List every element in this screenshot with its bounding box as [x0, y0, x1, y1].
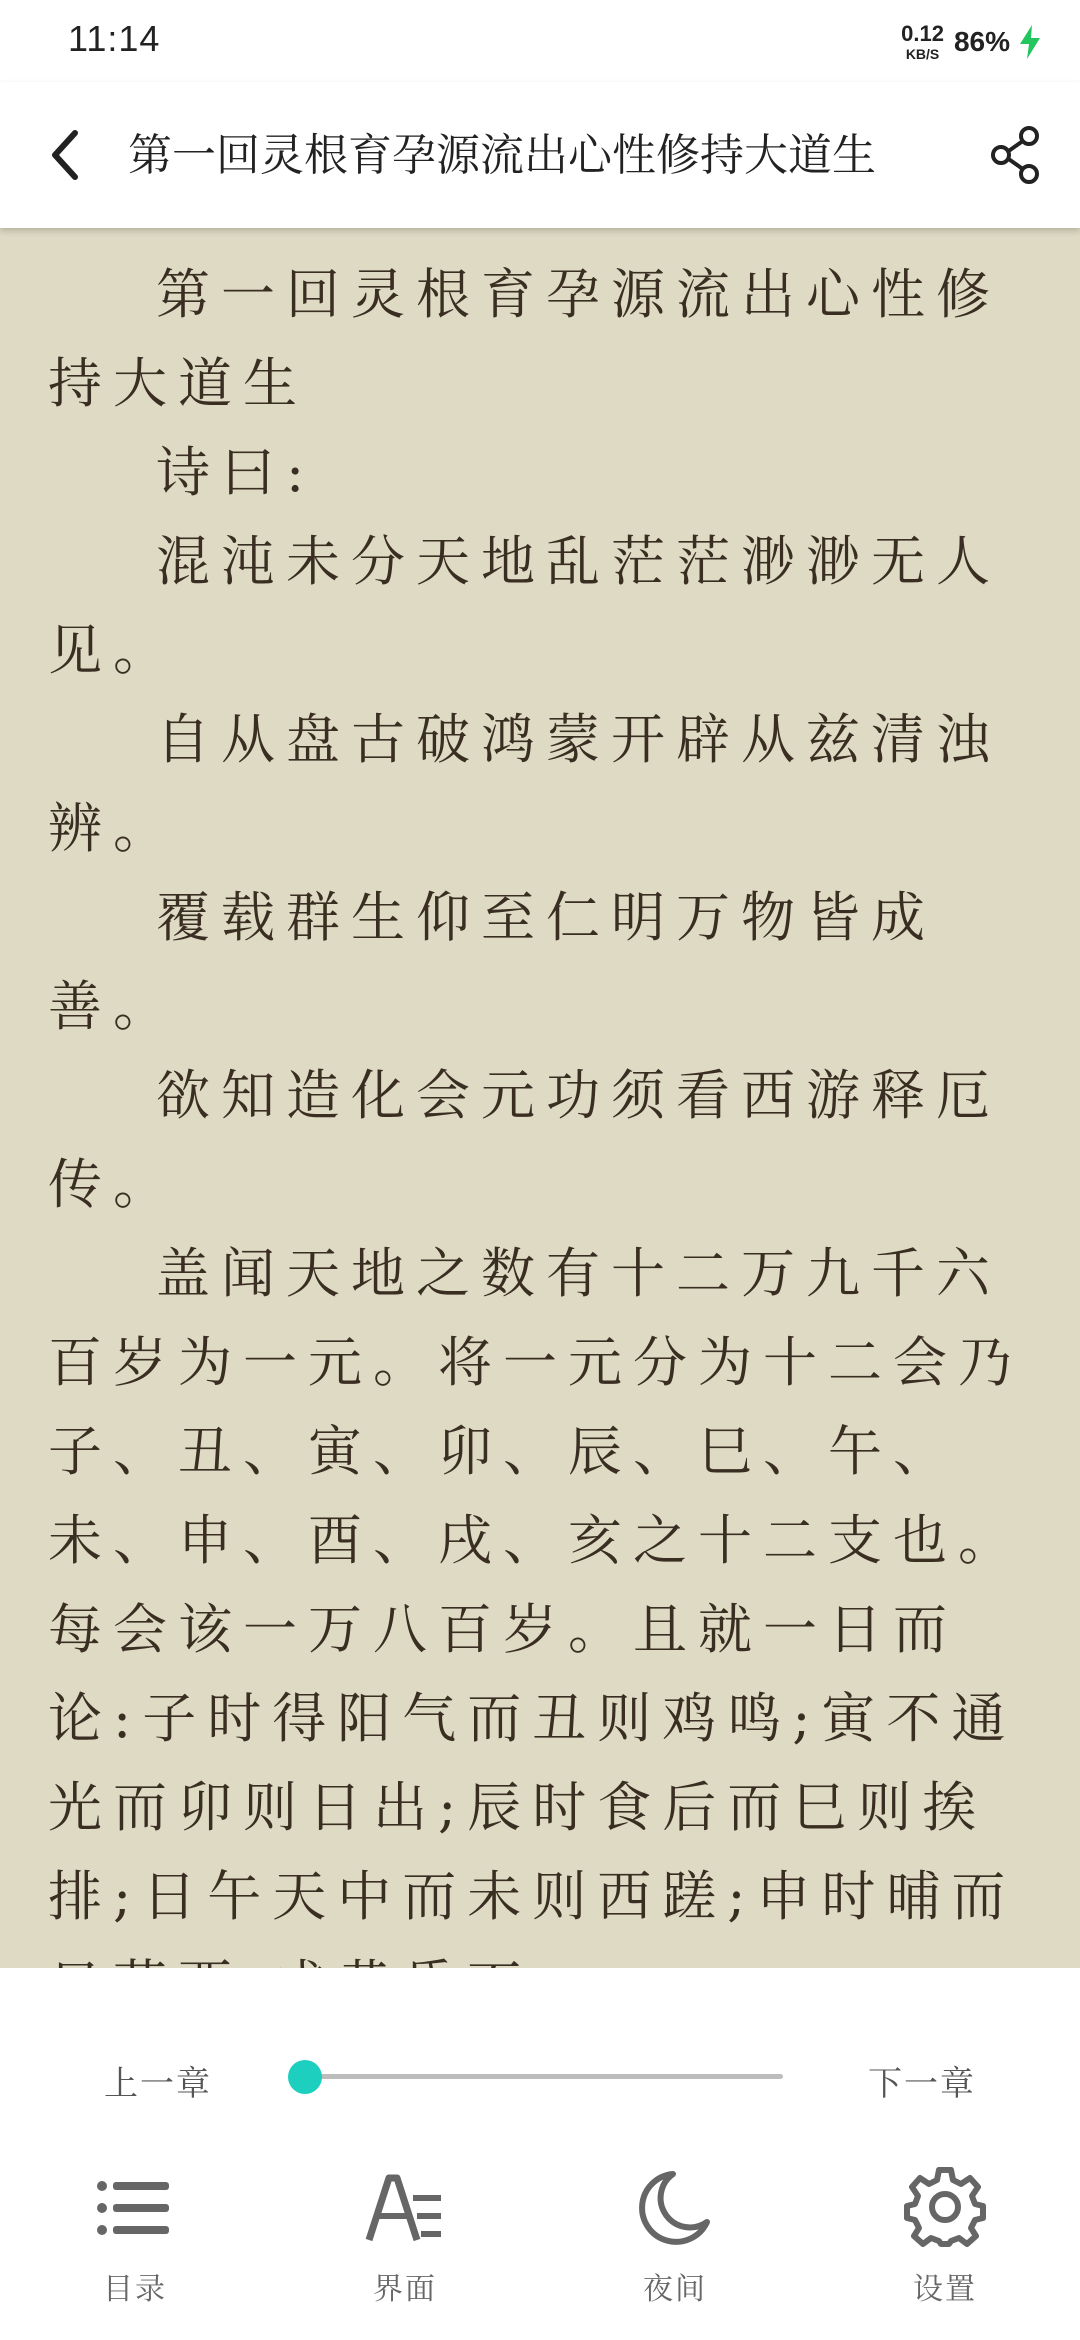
network-speed-value: 0.12: [901, 21, 944, 46]
text-paragraph: 欲知造化会元功须看西游释厄传。: [48, 1064, 1001, 1216]
reading-area[interactable]: [0, 228, 1080, 1968]
share-icon: [987, 125, 1043, 185]
progress-track-line: [305, 2074, 783, 2079]
list-icon: [95, 2168, 175, 2248]
nav-item-theme[interactable]: [270, 2168, 540, 2318]
network-speed-unit: KB/S: [905, 46, 940, 62]
nav-item-settings[interactable]: [810, 2168, 1080, 2318]
chapter-heading: 第一回灵根育孕源流出心性修持大道生: [48, 263, 1001, 415]
text-paragraph: 覆载群生仰至仁明万物皆成善。: [48, 886, 936, 1038]
status-indicators: [901, 20, 1040, 64]
chevron-left-icon: [45, 127, 85, 183]
gear-icon: [905, 2168, 985, 2248]
text-paragraph: 自从盘古破鸿蒙开辟从兹清浊辨。: [48, 708, 1001, 860]
font-style-icon: [365, 2168, 445, 2248]
reader-control-panel: [0, 1968, 1080, 2340]
chapter-text: [48, 250, 1038, 2030]
network-speed: [901, 23, 944, 61]
text-paragraph: 混沌未分天地乱茫茫渺渺无人见。: [48, 530, 1001, 682]
nav-item-night[interactable]: [540, 2168, 810, 2318]
moon-icon: [635, 2168, 715, 2248]
nav-item-toc[interactable]: [0, 2168, 270, 2318]
charging-bolt-icon: [1020, 25, 1040, 59]
nav-label-theme: 界面: [373, 2272, 437, 2307]
next-chapter-button[interactable]: 下一章: [868, 2064, 976, 2104]
status-bar: [0, 0, 1080, 82]
reader-nav-bar: [0, 2168, 1080, 2318]
nav-label-night: 夜间: [643, 2272, 707, 2307]
chapter-title: 第一回灵根育孕源流出心性修持大道生: [128, 130, 876, 181]
nav-label-settings: 设置: [913, 2272, 977, 2307]
status-time: 11:14: [68, 18, 161, 59]
share-button[interactable]: [980, 120, 1050, 190]
battery-percentage: 86%: [953, 26, 1010, 57]
reader-toolbar: [0, 82, 1080, 228]
back-button[interactable]: [30, 120, 100, 190]
prev-chapter-button[interactable]: 上一章: [104, 2064, 212, 2104]
nav-label-toc: 目录: [103, 2272, 167, 2307]
progress-thumb[interactable]: [288, 2060, 322, 2094]
text-paragraph: 诗曰:: [156, 441, 316, 504]
text-paragraph: 盖闻天地之数有十二万九千六百岁为一元。将一元分为十二会乃子、丑、寅、卯、辰、巳、午、未、申、酉、戌、亥之十二支也。每会该一万八百岁。且就一日而论:子时得阳气而丑则鸡鸣;寅不通光而卯则日出;辰时食后而巳则挨排;日午天中而未则西蹉;申时晡而: [48, 1242, 1023, 1928]
chapter-progress-slider[interactable]: [305, 2060, 783, 2094]
